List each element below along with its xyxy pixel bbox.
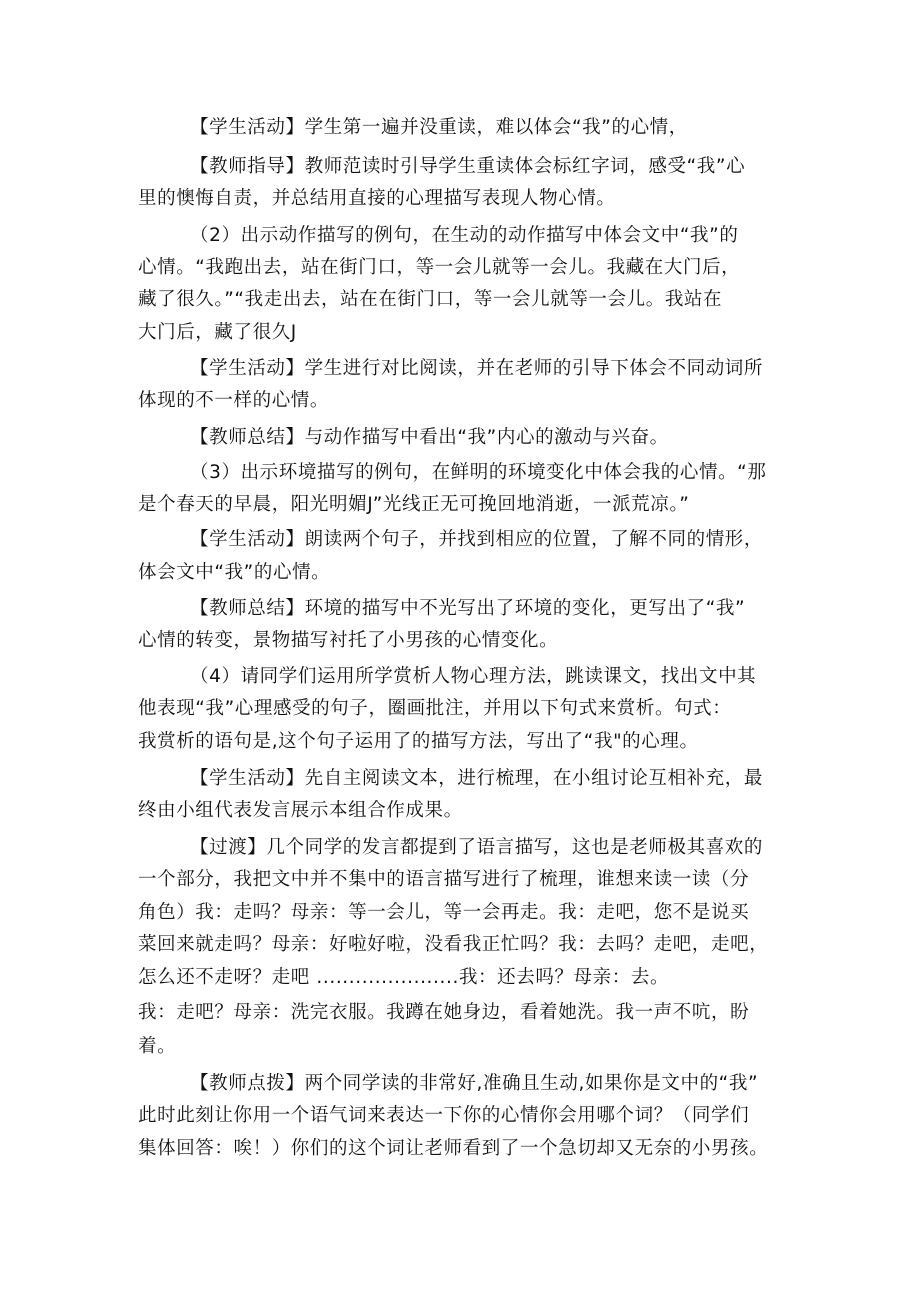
text-line: （4）请同学们运用所学赏析人物心理方法，跳读课文，找出文中其 — [190, 666, 757, 687]
text-line: 我赏析的语句是,这个句子运用了的描写方法，写出了“我"的心理。 — [138, 731, 699, 752]
text-line: 【教师点拨】两个同学读的非常好,准确且生动,如果你是文中的“我” — [190, 1073, 759, 1094]
text-line: 菜回来就走吗？母亲：好啦好啦，没看我正忙吗？我：去吗？走吧，走吧， — [138, 934, 769, 955]
text-line: 我：走吧？母亲：洗完衣服。我蹲在她身边，看着她洗。我一声不吭，盼 — [138, 1002, 750, 1023]
text-line: 一个部分，我把文中并不集中的语言描写进行了梳理，谁想来读一读（分 — [138, 869, 750, 890]
text-line: 心情。“我跑出去，站在街门口，等一会儿就等一会儿。我藏在大门后， — [138, 257, 741, 278]
text-line: 怎么还不走呀？走吧 ......................我：还去吗？母亲：去。 — [138, 967, 670, 988]
text-line: 【学生活动】学生进行对比阅读，并在老师的引导下体会不同动词所 — [190, 358, 764, 379]
text-line: 他表现“我”心理感受的句子，圈画批注，并用以下句式来赏析。句式： — [138, 698, 732, 719]
text-line: 【学生活动】朗读两个句子，并找到相应的位置，了解不同的情形， — [190, 529, 764, 550]
text-line: 【学生活动】学生第一遍并没重读，难以体会“我”的心情， — [190, 117, 688, 138]
text-line: （2）出示动作描写的例句，在生动的动作描写中体会文中“我”的 — [190, 225, 739, 246]
text-line: 【过渡】几个同学的发言都提到了语言描写，这也是老师极其喜欢的 — [190, 837, 764, 858]
text-line: 此时此刻让你用一个语气词来表达一下你的心情你会用哪个词？（同学们 — [138, 1105, 750, 1126]
text-line: 【教师指导】教师范读时引导学生重读体会标红字词，感受“我”心 — [190, 156, 746, 177]
text-line: 体现的不一样的心情。 — [138, 390, 330, 411]
text-line: （3）出示环境描写的例句，在鲜明的环境变化中体会我的心情。“那 — [190, 462, 767, 483]
text-line: 里的懊悔自责，并总结用直接的心理描写表现人物心情。 — [138, 188, 616, 209]
text-line: 集体回答：唉！）你们的这个词让老师看到了一个急切却又无奈的小男孩。 — [138, 1138, 769, 1159]
text-line: 是个春天的早晨，阳光明媚J”光线正无可挽回地消逝，一派荒凉。” — [138, 494, 690, 515]
text-line: 心情的转变，景物描写衬托了小男孩的心情变化。 — [138, 630, 559, 651]
text-line: 终由小组代表发言展示本组合作成果。 — [138, 800, 463, 821]
text-line: 大门后，藏了很久J — [138, 322, 297, 343]
text-line: 着。 — [138, 1036, 177, 1057]
text-line: 角色）我：走吗？母亲：等一会儿，等一会再走。我：走吧，您不是说买 — [138, 902, 750, 923]
text-line: 体会文中“我”的心情。 — [138, 562, 331, 583]
text-line: 【教师总结】环境的描写中不光写出了环境的变化，更写出了“我” — [190, 598, 746, 619]
text-line: 【教师总结】与动作描写中看出“我”内心的激动与兴奋。 — [190, 427, 669, 448]
text-line: 【学生活动】先自主阅读文本，进行梳理，在小组讨论互相补充，最 — [190, 768, 764, 789]
text-line: 藏了很久。”“我走出去，站在在街门口，等一会儿就等一会儿。我站在 — [138, 289, 723, 310]
